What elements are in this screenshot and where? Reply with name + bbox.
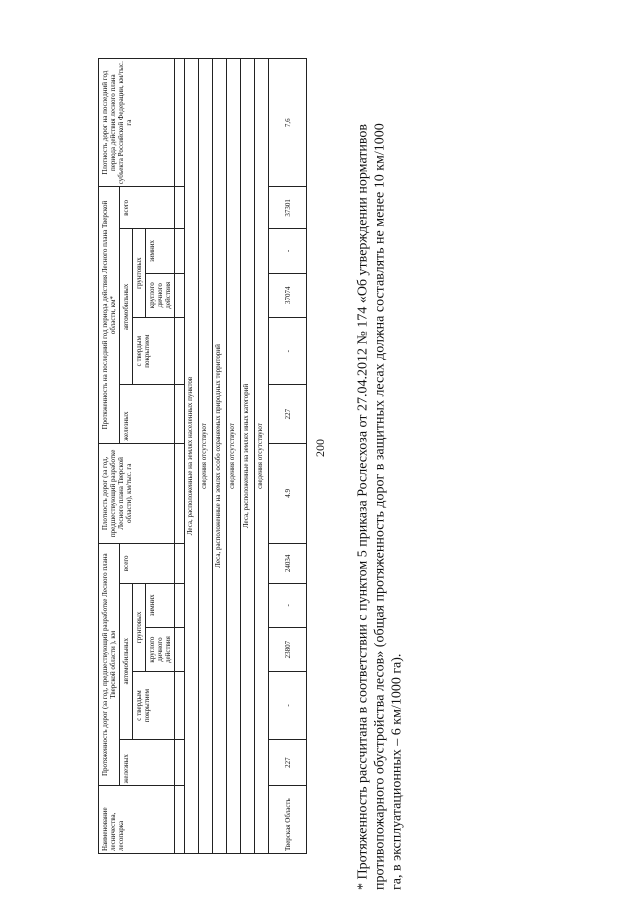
header-dirt-last: грунтовых — [133, 229, 146, 318]
row-hard-last: - — [269, 317, 307, 385]
no-data-protected: сведения отсутствуют — [227, 59, 241, 854]
row-winter-prev: - — [269, 583, 307, 627]
header-auto-prev: автомобильных — [120, 583, 133, 739]
row-rail-prev: 227 — [269, 739, 307, 786]
header-total-last: всего — [120, 187, 175, 229]
row-name: Тверская Область — [269, 786, 307, 854]
header-hard-last: с твердым покрытием — [133, 317, 175, 385]
row-total-prev: 24034 — [269, 543, 307, 583]
header-density-prev: Плотность дорог (за год, предшествующий разработке Лесного плана Тверской области), км/тыс. га — [99, 443, 175, 543]
row-yearround-prev: 23807 — [269, 627, 307, 671]
header-yearround-prev: круглого дичного действия — [146, 627, 175, 671]
header-rail-last: железных — [120, 385, 175, 443]
header-name: Наименование лесничества, лесопарка — [99, 786, 175, 854]
header-winter-prev: зимних — [146, 583, 175, 627]
header-len-last: Протяженность на последний год периода действия Лесного плана Тверской области, км* — [99, 187, 120, 443]
section-settlements: Леса, расположенные на землях населенных пунктов — [185, 59, 199, 854]
header-dirt-prev: грунтовых — [133, 583, 146, 672]
section-other: Леса, расположенные на землях иных категорий — [241, 59, 255, 854]
header-total-prev: всего — [120, 543, 175, 583]
no-data-settlements: сведения отсутствуют — [199, 59, 213, 854]
header-len-prev: Протяженность дорог (за год, предшествующий разработке Лесного плана Тверской области ), км — [99, 543, 120, 785]
page-number: 200 — [313, 439, 327, 457]
row-rail-last: 227 — [269, 385, 307, 443]
footnote: * Протяженность рассчитана в соответствии с пунктом 5 приказа Рослесхоза от 27.04.2012 № 174 «Об утверждении нормативов противопожарного обустройства лесов» (общая протяженность дорог в защитных лесах должна составлять не менее 10 км/1000 га, в эксплуатационных – 6 км/1000 га). — [355, 123, 405, 890]
row-density-last: 7,6 — [269, 59, 307, 187]
row-total-last: 37301 — [269, 187, 307, 229]
header-auto-last: автомобильных — [120, 229, 133, 385]
table-row — [269, 59, 307, 854]
header-yearround-last: круглого дичного действия — [146, 273, 175, 317]
header-rail-prev: железных — [120, 739, 175, 786]
section-protected: Леса, расположенные на землях особо охраняемых природных территорий — [213, 59, 227, 854]
header-hard-prev: с твердым покрытием — [133, 672, 175, 740]
row-density-prev: 4.9 — [269, 443, 307, 543]
row-winter-last: - — [269, 229, 307, 273]
row-hard-prev: - — [269, 672, 307, 740]
roads-table — [98, 58, 307, 854]
no-data-other: сведения отсутствуют — [255, 59, 269, 854]
row-yearround-last: 37074 — [269, 273, 307, 317]
header-winter-last: зимних — [146, 229, 175, 273]
header-density-last: Плотность дорог на последний год периода действия лесного плана субъекта Российской Федерации, км/тыс. га — [99, 59, 175, 187]
